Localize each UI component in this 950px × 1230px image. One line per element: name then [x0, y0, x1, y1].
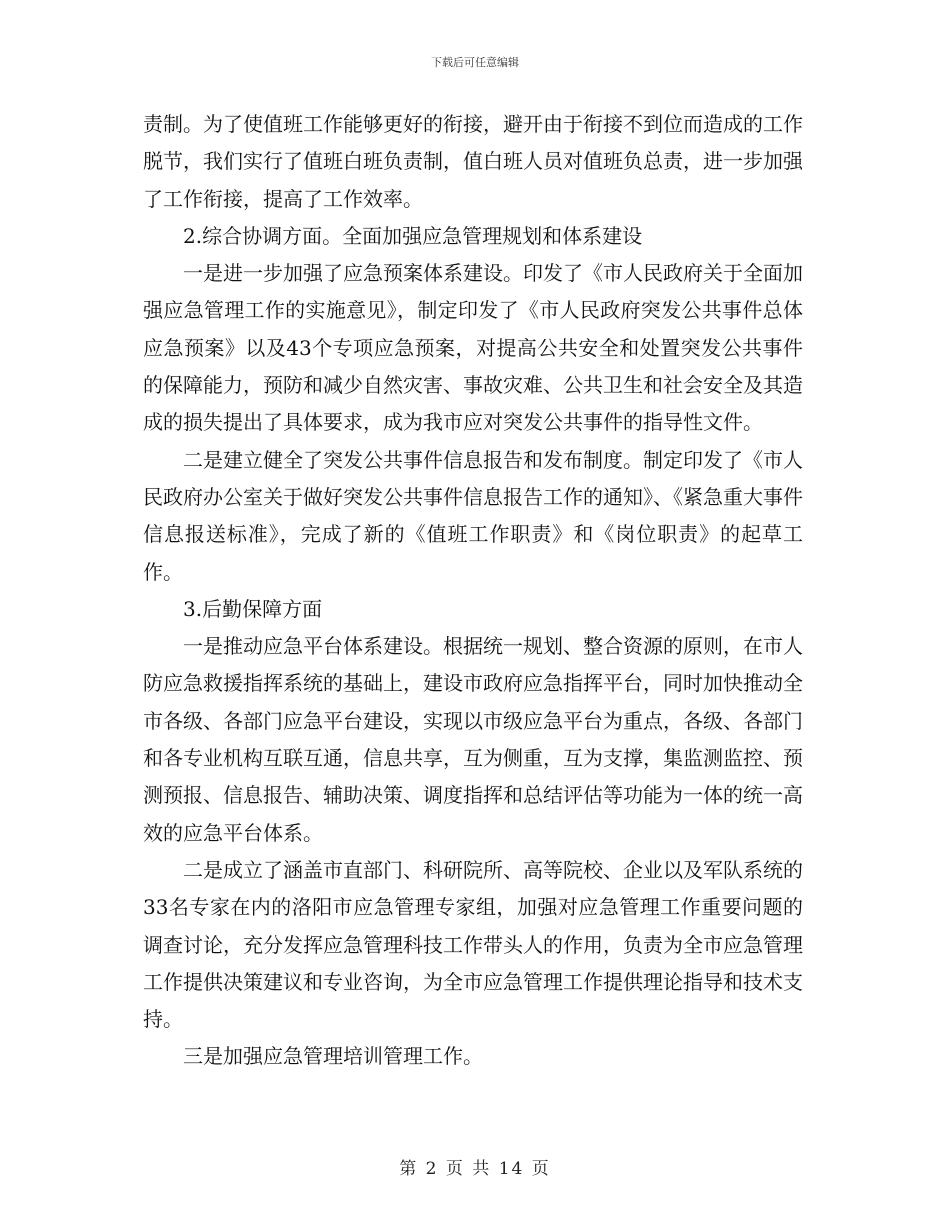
- paragraph-expert-group: 二是成立了涵盖市直部门、科研院所、高等院校、企业以及军队系统的33名专家在内的洛阳市应急管理专家组，加强对应急管理工作重要问题的调查讨论，充分发挥应急管理科技工作带头人的作用，负责为全市应急管理工作提供决策建议和专业咨询，为全市应急管理工作提供理论指导和技术支持。: [143, 857, 803, 1032]
- paragraph-duty-responsibility: 责制。为了使值班工作能够更好的衔接，避开由于衔接不到位而造成的工作脱节，我们实行了值班白班负责制，值白班人员对值班负总责，进一步加强了工作衔接，提高了工作效率。: [143, 112, 803, 211]
- paragraph-emergency-platform: 一是推动应急平台体系建设。根据统一规划、整合资源的原则，在市人防应急救援指挥系统的基础上，建设市政府应急指挥平台，同时加快推动全市各级、各部门应急平台建设，实现以市级应急平台为重点，各级、各部门和各专业机构互联互通，信息共享，互为侧重，互为支撑，集监测监控、预测预报、信息报告、辅助决策、调度指挥和总结评估等功能为一体的统一高效的应急平台体系。: [143, 634, 803, 845]
- document-body: [143, 106, 803, 1076]
- paragraph-information-reporting: 二是建立健全了突发公共事件信息报告和发布制度。制定印发了《市人民政府办公室关于做好突发公共事件信息报告工作的通知》、《紧急重大事件信息报送标准》，完成了新的《值班工作职责》和《岗位职责》的起草工作。: [143, 447, 803, 584]
- paragraph-emergency-plans: 一是进一步加强了应急预案体系建设。印发了《市人民政府关于全面加强应急管理工作的实施意见》，制定印发了《市人民政府突发公共事件总体应急预案》以及43个专项应急预案，对提高公共安全和处置突发公共事件的保障能力，预防和减少自然灾害、事故灾难、公共卫生和社会安全及其造成的损失提出了具体要求，成为我市应对突发公共事件的指导性文件。: [143, 261, 803, 435]
- paragraph-training: 三是加强应急管理培训管理工作。: [183, 1044, 483, 1069]
- page-header-note: 下载后可任意编辑: [431, 56, 519, 69]
- heading-coordination: 2.综合协调方面。全面加强应急管理规划和体系建设: [183, 223, 643, 248]
- heading-logistics: 3.后勤保障方面: [183, 596, 323, 621]
- page-number-footer: 第 2 页 共 14 页: [399, 1159, 551, 1179]
